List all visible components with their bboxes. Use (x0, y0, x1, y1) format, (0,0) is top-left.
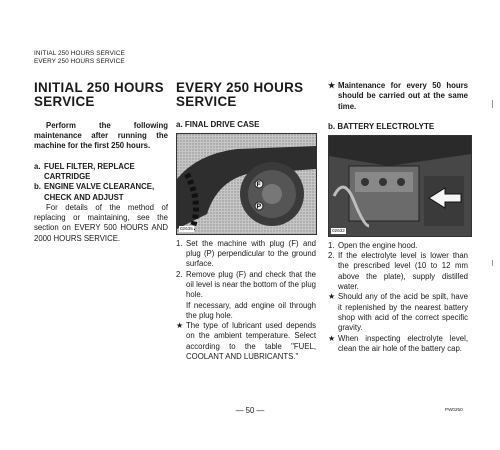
photo-id: 02635 (180, 225, 193, 231)
list-item (34, 162, 168, 183)
star-marker: ★ (328, 292, 335, 302)
list-item (176, 321, 316, 362)
final-drive-steps (176, 239, 316, 363)
list-item-text: When inspecting electrolyte level, clean the air hole of the battery cap. (338, 333, 468, 353)
section-title-line-2: SERVICE (176, 94, 237, 110)
section-title-line-1: INITIAL 250 HOURS (34, 80, 164, 95)
subsection-heading-final-drive: a. FINAL DRIVE CASE (176, 119, 260, 129)
list-item (176, 270, 316, 301)
star-marker: ★ (328, 333, 335, 343)
edge-rule (492, 100, 493, 108)
header-line-2: EVERY 250 HOURS SERVICE (34, 57, 125, 65)
list-item-text: The type of lubricant used depends on the ambient temperature. Select according to the table "FUEL, COOLANT AND LUBRICANTS." (186, 321, 316, 362)
list-item-text: Open the engine hood. (338, 240, 418, 250)
detail-paragraph: For details of the method of replacing or maintaining, see the section on EVERY 500 HOURS AND 2000 HOURS SERVICE. (34, 202, 168, 243)
list-item (328, 292, 468, 333)
list-item-text: Remove plug (F) and check that the oil level is near the bottom of the plug hole. (186, 269, 316, 300)
list-item-marker: 2. (176, 269, 183, 279)
list-item-marker: 1. (176, 238, 183, 248)
list-item-text: FUEL FILTER, REPLACE CARTRIDGE (44, 161, 135, 181)
page-number: — 50 — (235, 406, 265, 415)
note-text: Maintenance for every 50 hours should be carried out at the same time. (338, 81, 468, 111)
list-item-text: Should any of the acid be spilt, have it replenished by the nearest battery shop with acid of the correct specific gravity. (338, 292, 468, 333)
battery-steps (328, 241, 468, 354)
final-drive-photo (176, 133, 317, 235)
photo-id: 02632 (332, 227, 345, 233)
column-battery (328, 81, 468, 354)
list-item (34, 182, 168, 203)
list-item (328, 334, 468, 355)
plug-f-label: F (256, 181, 261, 189)
list-item-marker: 1. (328, 240, 335, 250)
list-item (328, 251, 468, 292)
list-item-text: ENGINE VALVE CLEARANCE, CHECK AND ADJUST (44, 182, 155, 202)
section-title-line-1: EVERY 250 HOURS (176, 80, 304, 95)
plug-p-label: P (256, 203, 262, 211)
list-item-text: If the electrolyte level is lower than the prescribed level (10 to 12 mm above the plate), supply distilled water. (338, 251, 468, 292)
section-title-line-2: SERVICE (34, 94, 95, 110)
intro-paragraph: Perform the following maintenance after running the machine for the first 250 hours. (34, 120, 168, 151)
list-item-marker: b. (34, 182, 41, 192)
section-title (176, 81, 316, 110)
list-item-text: Set the machine with plug (F) and plug (P) perpendicular to the ground surface. (186, 238, 316, 269)
running-header (34, 50, 125, 65)
battery-photo (328, 135, 472, 237)
section-title (34, 81, 168, 110)
list-item (176, 301, 316, 322)
list-item-marker (176, 301, 186, 322)
star-marker: ★ (328, 81, 335, 90)
note (328, 81, 468, 112)
column-every-250 (176, 81, 316, 362)
list-item-marker: 2. (328, 251, 335, 261)
edge-rule (492, 260, 493, 266)
header-line-1: INITIAL 250 HOURS SERVICE (34, 50, 125, 57)
battery-illustration (329, 136, 471, 236)
list-item-marker: a. (34, 161, 41, 171)
column-initial-service (34, 81, 168, 244)
list-item (328, 241, 468, 251)
list-item-text: If necessary, add engine oil through the plug hole. (186, 300, 316, 320)
final-drive-illustration (177, 134, 316, 234)
maintenance-list (34, 162, 168, 244)
list-item (176, 239, 316, 270)
star-marker: ★ (176, 321, 183, 331)
subsection-heading-battery: b. BATTERY ELECTROLYTE (328, 121, 435, 131)
document-code: PW0250 (445, 407, 463, 412)
